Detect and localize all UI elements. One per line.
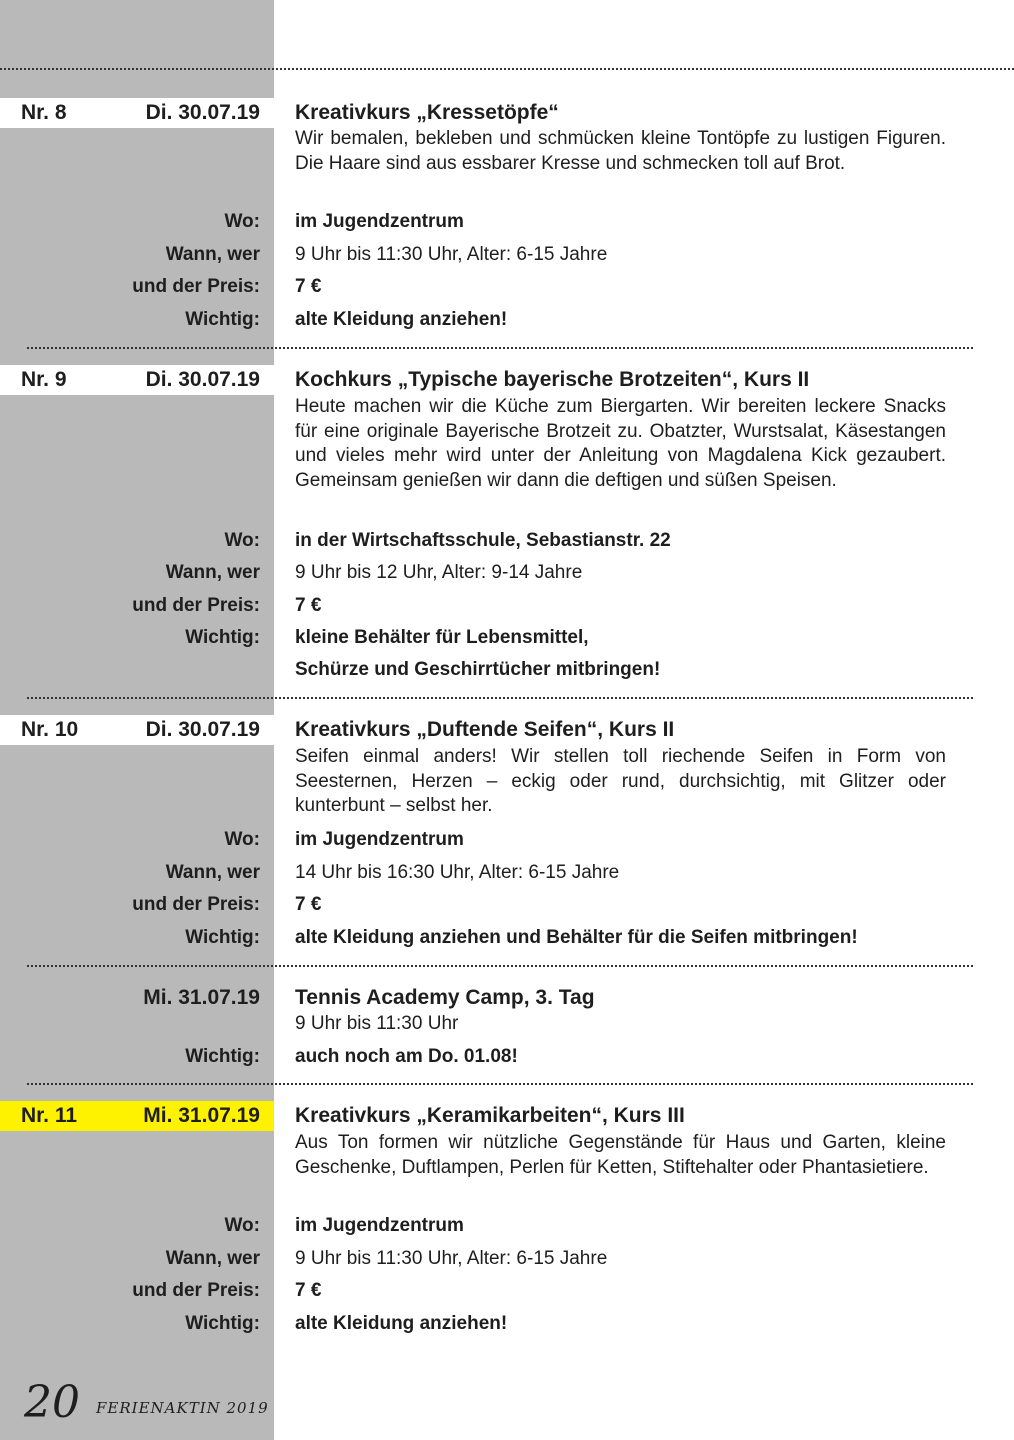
location-value: im Jugendzentrum <box>295 829 464 850</box>
page-number: 20 <box>24 1377 80 1428</box>
event-date: Di. 30.07.19 <box>145 718 260 741</box>
event-number: Nr. 11 <box>21 1104 78 1127</box>
important-value: kleine Behälter für Lebensmittel, <box>295 627 589 648</box>
important-label: Wichtig: <box>185 627 260 648</box>
event-header-highlighted <box>0 1101 274 1131</box>
important-value: auch noch am Do. 01.08! <box>295 1046 518 1067</box>
event-title: Tennis Academy Camp, 3. Tag <box>295 986 595 1009</box>
event-header <box>0 98 274 128</box>
event-title: Kreativkurs „Duftende Seifen“, Kurs II <box>295 718 675 741</box>
event-description: 9 Uhr bis 11:30 Uhr <box>295 1013 459 1034</box>
time-label: Wann, wer <box>165 1248 260 1269</box>
event-separator <box>27 965 973 967</box>
event-title: Kochkurs „Typische bayerische Brotzeiten“, Kurs II <box>295 368 810 391</box>
event-date: Di. 30.07.19 <box>145 368 260 391</box>
price-value: 7 € <box>295 276 322 297</box>
location-label: Wo: <box>224 829 260 850</box>
top-separator <box>0 68 1014 70</box>
event-description: Wir bemalen, bekleben und schmücken kleine Tontöpfe zu lustigen Figuren. Die Haare sind aus essbarer Kresse und schmecken toll auf Brot. <box>295 128 946 174</box>
location-label: Wo: <box>224 1215 260 1236</box>
event-number: Nr. 10 <box>21 718 79 741</box>
event-header <box>0 983 274 1013</box>
important-label: Wichtig: <box>185 309 260 330</box>
price-label: und der Preis: <box>132 894 260 915</box>
event-number: Nr. 8 <box>21 101 67 124</box>
location-value: im Jugendzentrum <box>295 211 464 232</box>
important-value-line-2: Schürze und Geschirrtücher mitbringen! <box>295 659 661 680</box>
event-separator <box>27 1083 973 1085</box>
event-title: Kreativkurs „Kressetöpfe“ <box>295 101 559 124</box>
time-label: Wann, wer <box>165 862 260 883</box>
event-header <box>0 715 274 745</box>
event-date: Mi. 31.07.19 <box>143 1104 260 1127</box>
event-title: Kreativkurs „Keramikarbeiten“, Kurs III <box>295 1104 685 1127</box>
important-value: alte Kleidung anziehen und Behälter für die Seifen mitbringen! <box>295 927 858 948</box>
time-value: 14 Uhr bis 16:30 Uhr, Alter: 6-15 Jahre <box>295 862 620 883</box>
important-value: alte Kleidung anziehen! <box>295 309 508 330</box>
price-value: 7 € <box>295 1280 322 1301</box>
event-date: Di. 30.07.19 <box>145 101 260 124</box>
time-value: 9 Uhr bis 11:30 Uhr, Alter: 6-15 Jahre <box>295 1248 608 1269</box>
price-label: und der Preis: <box>132 276 260 297</box>
location-label: Wo: <box>224 211 260 232</box>
time-label: Wann, wer <box>165 244 260 265</box>
important-label: Wichtig: <box>185 927 260 948</box>
time-value: 9 Uhr bis 11:30 Uhr, Alter: 6-15 Jahre <box>295 244 608 265</box>
price-label: und der Preis: <box>132 595 260 616</box>
event-separator <box>27 697 973 699</box>
event-description: Aus Ton formen wir nützliche Gegenstände für Haus und Garten, kleine Geschenke, Duftlampen, Perlen für Ketten, Stiftehalter oder Phantasietiere. <box>295 1132 946 1178</box>
location-value: im Jugendzentrum <box>295 1215 464 1236</box>
footer-title: FERIENAKTIN 2019 <box>96 1399 269 1417</box>
time-value: 9 Uhr bis 12 Uhr, Alter: 9-14 Jahre <box>295 562 583 583</box>
event-header <box>0 365 274 395</box>
location-label: Wo: <box>224 530 260 551</box>
important-label: Wichtig: <box>185 1046 260 1067</box>
important-label: Wichtig: <box>185 1313 260 1334</box>
price-value: 7 € <box>295 894 322 915</box>
location-value: in der Wirtschaftsschule, Sebastianstr. 22 <box>295 530 671 551</box>
important-value: alte Kleidung anziehen! <box>295 1313 508 1334</box>
event-separator <box>27 347 973 349</box>
time-label: Wann, wer <box>165 562 260 583</box>
price-value: 7 € <box>295 595 322 616</box>
event-number: Nr. 9 <box>21 368 67 391</box>
event-description: Seifen einmal anders! Wir stellen toll riechende Seifen in Form von Seesternen, Herzen – eckig oder rund, durchsichtig, mit Glitzer oder kunterbunt – selbst her. <box>295 746 946 816</box>
price-label: und der Preis: <box>132 1280 260 1301</box>
event-description: Heute machen wir die Küche zum Biergarten. Wir bereiten leckere Snacks für eine originale Bayerische Brotzeit zu. Obatzter, Wurstsalat, Käsestangen und vieles mehr wird unter der Anleitung von Magdalena Kick gezaubert. Gemeinsam genießen wir dann die deftigen und süßen Speisen. <box>295 396 946 491</box>
event-date: Mi. 31.07.19 <box>143 986 260 1009</box>
